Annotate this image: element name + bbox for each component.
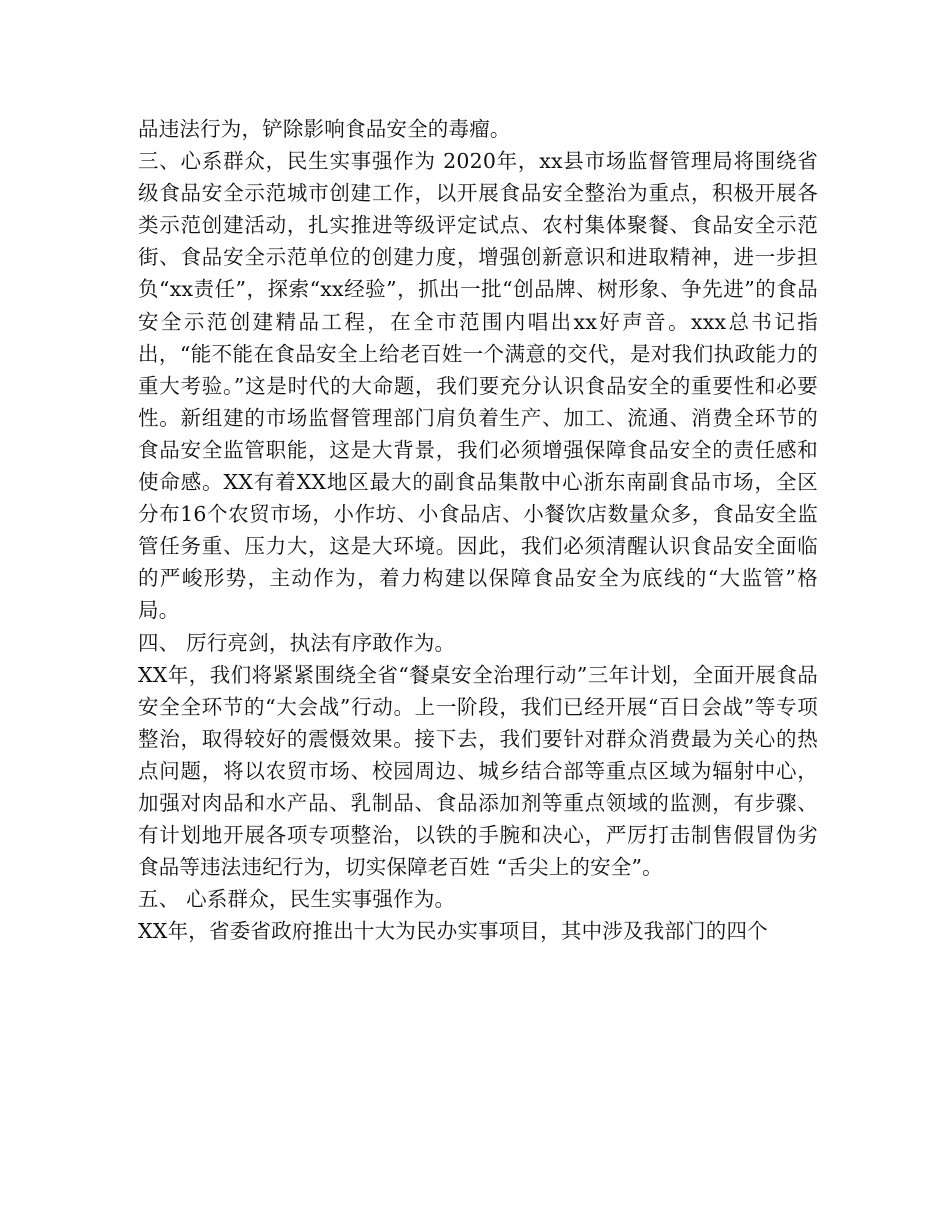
heading-section-5: 五、 心系群众，民生实事强作为。 (138, 887, 456, 912)
paragraph-section-3: 三、心系群众，民生实事强作为 2020年，xx县市场监督管理局将围绕省级食品安全示范城市创建工作，以开展食品安全整治为重点，积极开展各类示范创建活动，扎实推进等级评定试点、农村集体聚餐、食品安全示范街、食品安全示范单位的创建力度，增强创新意识和进取精神，进一步担负“xx责任”，探索“xx经验”，抓出一批“创品牌、树形象、争先进”的食品安全示范创建精品工程，在全市范围内唱出xx好声音。xxx总书记指出，“能不能在食品安全上给老百姓一个满意的交代，是对我们执政能力的重大考验。”这是时代的大命题，我们要充分认识食品安全的重要性和必要性。新组建的市场监督管理部门肩负着生产、加工、流通、消费全环节的食品安全监管职能，这是大背景，我们必须增强保障食品安全的责任感和使命感。XX有着XX地区最大的副食品集散中心浙东南副食品市场，全区分布16个农贸市场，小作坊、小食品店、小餐饮店数量众多，食品安全监管任务重、压力大，这是大环境。因此，我们必须清醒认识食品安全面临的严峻形势，主动作为，着力构建以保障食品安全为底线的“大监管”格局。 (138, 149, 818, 623)
heading-section-4: 四、 厉行亮剑，执法有序敢作为。 (138, 630, 456, 655)
paragraph-1: 品违法行为，铲除影响食品安全的毒瘤。 (138, 117, 511, 141)
paragraph-section-5-body: XX年，省委省政府推出十大为民办实事项目，其中涉及我部门的四个 (138, 919, 768, 944)
paragraph-section-4-body: XX年，我们将紧紧围绕全省“餐桌安全治理行动”三年计划，全面开展食品安全全环节的“大会战”行动。上一阶段，我们已经开展“百日会战”等专项整治，取得较好的震慑效果。接下去，我们要针对群众消费最为关心的热点问题，将以农贸市场、校园周边、城乡结合部等重点区域为辐射中心，加强对肉品和水产品、乳制品、食品添加剂等重点领域的监测，有步骤、有计划地开展各项专项整治，以铁的手腕和决心，严厉打击制售假冒伪劣食品等违法违纪行为，切实保障老百姓 “舌尖上的安全”。 (138, 662, 818, 880)
document-body (138, 113, 818, 947)
